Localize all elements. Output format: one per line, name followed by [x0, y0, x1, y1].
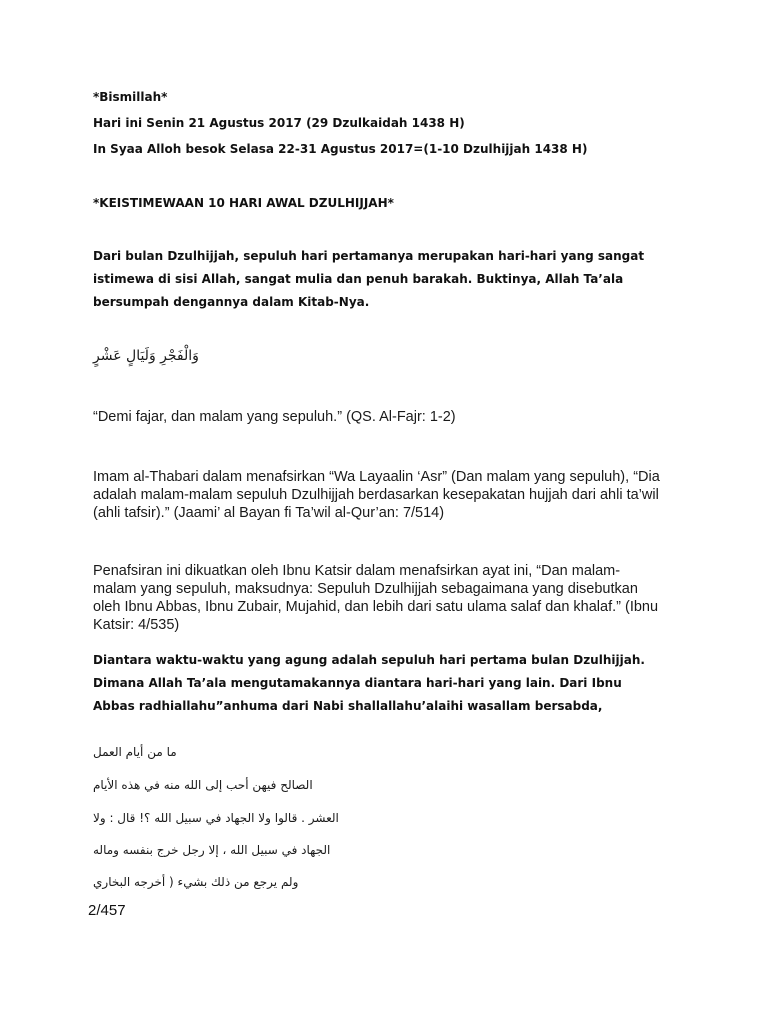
hadith-intro-paragraph: Diantara waktu-waktu yang agung adalah sepuluh hari pertama bulan Dzulhijjah. Dimana Allah Ta’ala mengutamakannya diantara hari-hari yang lain. Dari Ibnu Abbas radhiallahu”anhuma dari Nabi shallallahu’alaihi wasallam bersabda, [93, 653, 645, 713]
hadith-arabic-line: ما من أيام العمل [93, 745, 177, 759]
verse-arabic: وَالْفَجْرِ وَلَيَالٍ عَشْرٍ [93, 348, 199, 364]
date-line-tomorrow: In Syaa Alloh besok Selasa 22-31 Agustus 2017=(1-10 Dzulhijjah 1438 H) [93, 142, 588, 156]
date-line-today: Hari ini Senin 21 Agustus 2017 (29 Dzulkaidah 1438 H) [93, 116, 465, 130]
page-number: 2/457 [88, 902, 126, 919]
verse-translation: “Demi fajar, dan malam yang sepuluh.” (QS. Al-Fajr: 1-2) [93, 409, 456, 425]
thabari-paragraph: Imam al-Thabari dalam menafsirkan “Wa Layaalin ‘Asr” (Dan malam yang sepuluh), “Dia adalah malam-malam sepuluh Dzulhijjah berdasarkan kesepakatan hujjah dari ahli ta’wil (ahli tafsir).” (Jaami’ al Bayan fi Ta’wil al-Qur’an: 7/514) [93, 469, 660, 521]
bismillah-heading: *Bismillah* [93, 90, 168, 104]
hadith-arabic-line: ولم يرجع من ذلك بشيء ( أخرجه البخاري [93, 875, 299, 889]
section-title: *KEISTIMEWAAN 10 HARI AWAL DZULHIJJAH* [93, 196, 394, 210]
intro-paragraph: Dari bulan Dzulhijjah, sepuluh hari pertamanya merupakan hari-hari yang sangat istimewa di sisi Allah, sangat mulia dan penuh barakah. Buktinya, Allah Ta’ala bersumpah dengannya dalam Kitab-Nya. [93, 249, 645, 309]
hadith-arabic-line: الصالح فيهن أحب إلى الله منه في هذه الأيام [93, 778, 313, 792]
hadith-arabic-line: الجهاد في سبيل الله ، إلا رجل خرج بنفسه وماله [93, 843, 331, 857]
ibnu-katsir-paragraph: Penafsiran ini dikuatkan oleh Ibnu Katsir dalam menafsirkan ayat ini, “Dan malam-malam yang sepuluh, maksudnya: Sepuluh Dzulhijjah sebagaimana yang disebutkan oleh Ibnu Abbas, Ibnu Zubair, Mujahid, dan lebih dari satu ulama salaf dan khalaf.” (Ibnu Katsir: 4/535) [93, 563, 659, 633]
hadith-arabic-line: العشر . قالوا ولا الجهاد في سبيل الله ؟! قال : ولا [93, 811, 339, 825]
